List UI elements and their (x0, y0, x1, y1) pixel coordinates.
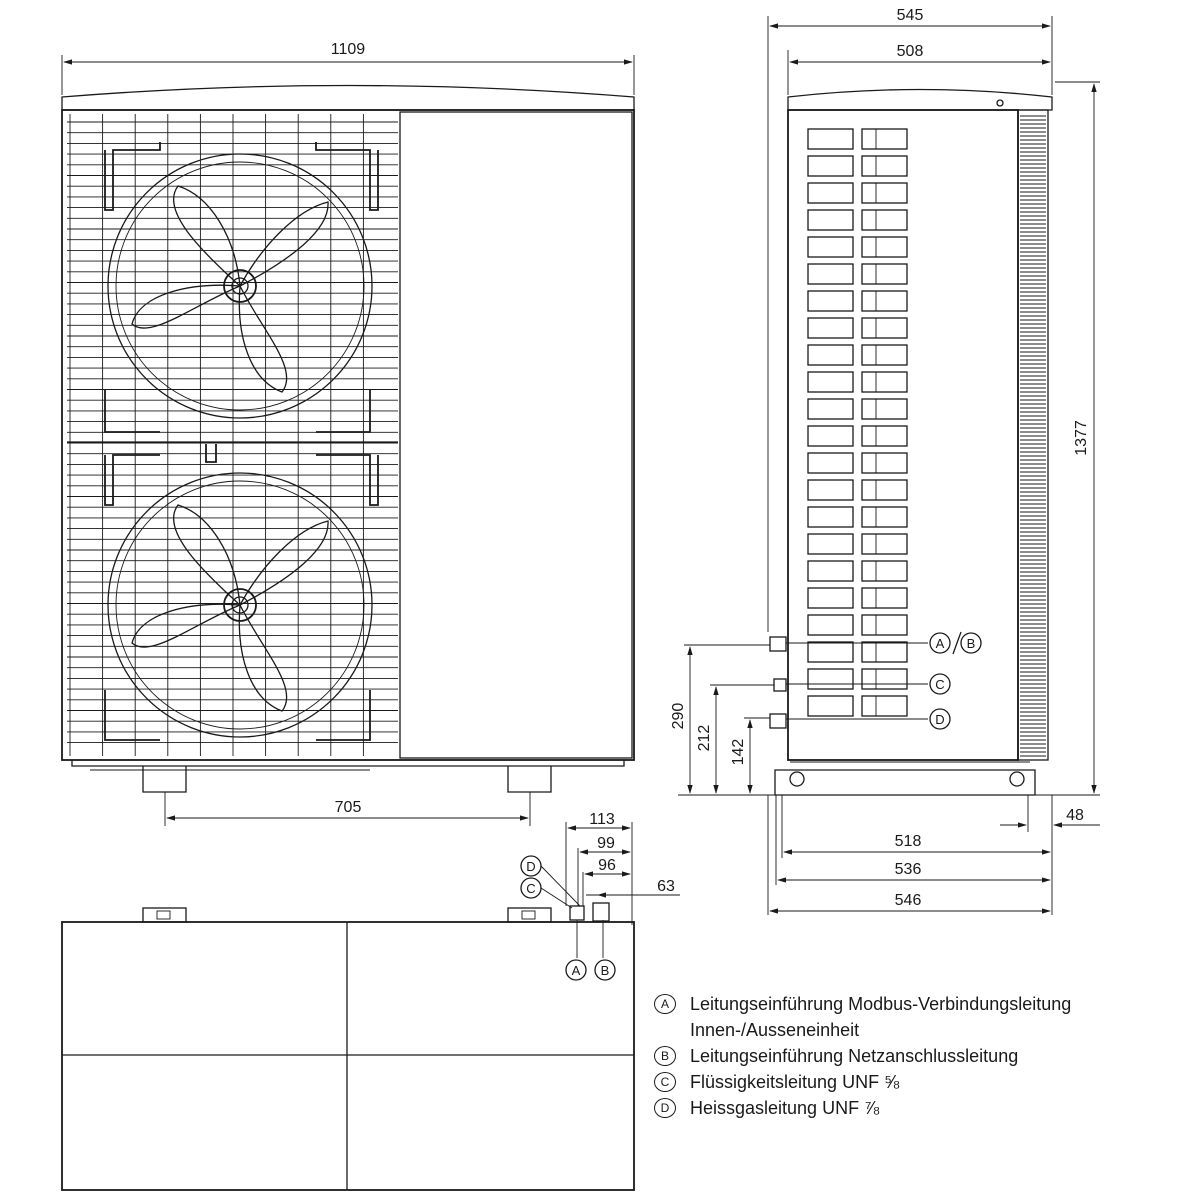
louver-right (862, 345, 907, 365)
louver-right (862, 318, 907, 338)
legend-text: Heissgasleitung UNF ⅞ (690, 1098, 880, 1118)
grille-bracket-mid (206, 444, 216, 462)
louver-right (862, 615, 907, 635)
top-bracket-left (143, 908, 186, 922)
louver-right (862, 264, 907, 284)
louver-right (862, 588, 907, 608)
louver-right (862, 426, 907, 446)
louver-right (862, 696, 907, 716)
grille-bracket-tl2 (105, 455, 160, 505)
base-label-536: 536 (894, 861, 922, 878)
connection-ab-fitting (770, 637, 786, 651)
top-fitting-c-d (570, 906, 584, 920)
louver-left (808, 129, 853, 149)
louver-right (862, 210, 907, 230)
fan-upper-blade-1 (174, 186, 240, 286)
side-conn-c-height-label: 212 (696, 724, 713, 752)
legend-row (654, 993, 1194, 1019)
front-top-cover (62, 86, 634, 111)
top-offset-63-label: 63 (657, 878, 675, 895)
side-depth-top-label: 545 (896, 7, 924, 24)
louver-left (808, 318, 853, 338)
top-body-outline (62, 922, 634, 1190)
foot-spacing-label: 705 (334, 799, 362, 816)
side-base-wheel-left (790, 772, 804, 786)
marker-a-label: A (935, 636, 945, 651)
louver-right (862, 291, 907, 311)
top-bracket-left-slot (157, 911, 170, 919)
legend-row (654, 1071, 1194, 1097)
marker-d-label: D (935, 712, 945, 727)
louver-right (862, 183, 907, 203)
louver-left (808, 561, 853, 581)
grille-bracket-tl1 (105, 142, 160, 210)
top-view (62, 811, 680, 1190)
louver-left (808, 399, 853, 419)
legend-text: Innen-/Ausseneinheit (690, 1020, 860, 1040)
louver-left (808, 183, 853, 203)
fan-upper-blade-3 (239, 286, 286, 392)
louver-right (862, 534, 907, 554)
side-base-frame (775, 770, 1035, 795)
legend-text: Flüssigkeitsleitung UNF ⅝ (690, 1072, 900, 1092)
louver-right (862, 561, 907, 581)
louver-left (808, 372, 853, 392)
top-marker-c-label: C (526, 881, 536, 896)
louver-right (862, 642, 907, 662)
louver-right (862, 399, 907, 419)
base-label-518: 518 (894, 833, 922, 850)
louver-left (808, 534, 853, 554)
louver-left (808, 426, 853, 446)
louver-right (862, 453, 907, 473)
side-top-screw (997, 100, 1003, 106)
fan-lower-blade-4 (132, 604, 240, 647)
side-conn-ab-height-label: 290 (670, 702, 687, 730)
marker-c-label: C (935, 677, 945, 692)
top-marker-d-label: D (526, 859, 536, 874)
grille-bracket-br2 (316, 690, 370, 740)
side-top-cover (788, 90, 1052, 111)
legend-key: B (654, 1046, 676, 1066)
louver-right (862, 156, 907, 176)
louver-left (808, 291, 853, 311)
top-marker-a-label: A (571, 963, 581, 978)
side-coil-frame (1018, 110, 1048, 760)
legend-key: D (654, 1098, 676, 1118)
louver-left (808, 642, 853, 662)
top-offset-96-label: 96 (598, 857, 616, 874)
louver-left (808, 237, 853, 257)
marker-ab-slash (953, 632, 961, 654)
side-depth-label: 508 (896, 43, 924, 60)
front-width-label: 1109 (330, 41, 366, 58)
top-leader-d (541, 866, 580, 906)
louver-left (808, 480, 853, 500)
top-bracket-right (508, 908, 551, 922)
legend-text: Leitungseinführung Modbus-Verbindungsleitung (690, 994, 1072, 1014)
legend-row (654, 1045, 1194, 1071)
top-leader-c (541, 888, 572, 908)
louver-left (808, 507, 853, 527)
louver-left (808, 588, 853, 608)
louver-left (808, 669, 853, 689)
grille-bracket-tr1 (316, 142, 378, 210)
top-marker-b-label: B (600, 963, 610, 978)
louver-right (862, 372, 907, 392)
grille-bracket-bl2 (105, 690, 160, 740)
fan-upper-blade-2 (240, 202, 328, 286)
foot-offset-label: 48 (1066, 807, 1084, 824)
front-view (62, 41, 634, 826)
fan-lower-blade-3 (239, 605, 286, 711)
louver-left (808, 453, 853, 473)
louver-right (862, 129, 907, 149)
legend (654, 993, 1194, 1123)
louver-left (808, 156, 853, 176)
marker-b-label: B (966, 636, 976, 651)
louver-right (862, 669, 907, 689)
louver-right (862, 480, 907, 500)
connection-c-fitting (774, 679, 786, 691)
side-louvers (808, 129, 907, 716)
louver-right (862, 507, 907, 527)
side-base-wheel-right (1010, 772, 1024, 786)
legend-key: A (654, 994, 676, 1014)
legend-row (654, 1019, 1194, 1045)
base-label-546: 546 (894, 892, 922, 909)
louver-right (862, 237, 907, 257)
legend-key: C (654, 1072, 676, 1092)
connection-d-fitting (770, 714, 786, 728)
top-offset-99-label: 99 (597, 835, 615, 852)
front-foot-right (508, 766, 551, 792)
louver-left (808, 210, 853, 230)
legend-row (654, 1097, 1194, 1123)
side-view (670, 7, 1100, 915)
top-bracket-right-slot (522, 911, 535, 919)
side-coil-fins (1020, 116, 1046, 756)
grille-bracket-tr2 (316, 455, 378, 505)
top-fitting-b (593, 903, 609, 921)
top-offset-113-label: 113 (589, 811, 615, 828)
front-service-panel (400, 112, 632, 758)
louver-left (808, 264, 853, 284)
fan-lower (108, 473, 372, 737)
louver-left (808, 615, 853, 635)
fan-upper-blade-4 (132, 285, 240, 328)
louver-left (808, 696, 853, 716)
fan-lower-blade-1 (174, 505, 240, 605)
louver-left (808, 345, 853, 365)
front-base-rail (72, 760, 624, 766)
legend-text: Leitungseinführung Netzanschlussleitung (690, 1046, 1019, 1066)
side-conn-d-height-label: 142 (730, 738, 747, 766)
side-height-label: 1377 (1073, 420, 1090, 456)
